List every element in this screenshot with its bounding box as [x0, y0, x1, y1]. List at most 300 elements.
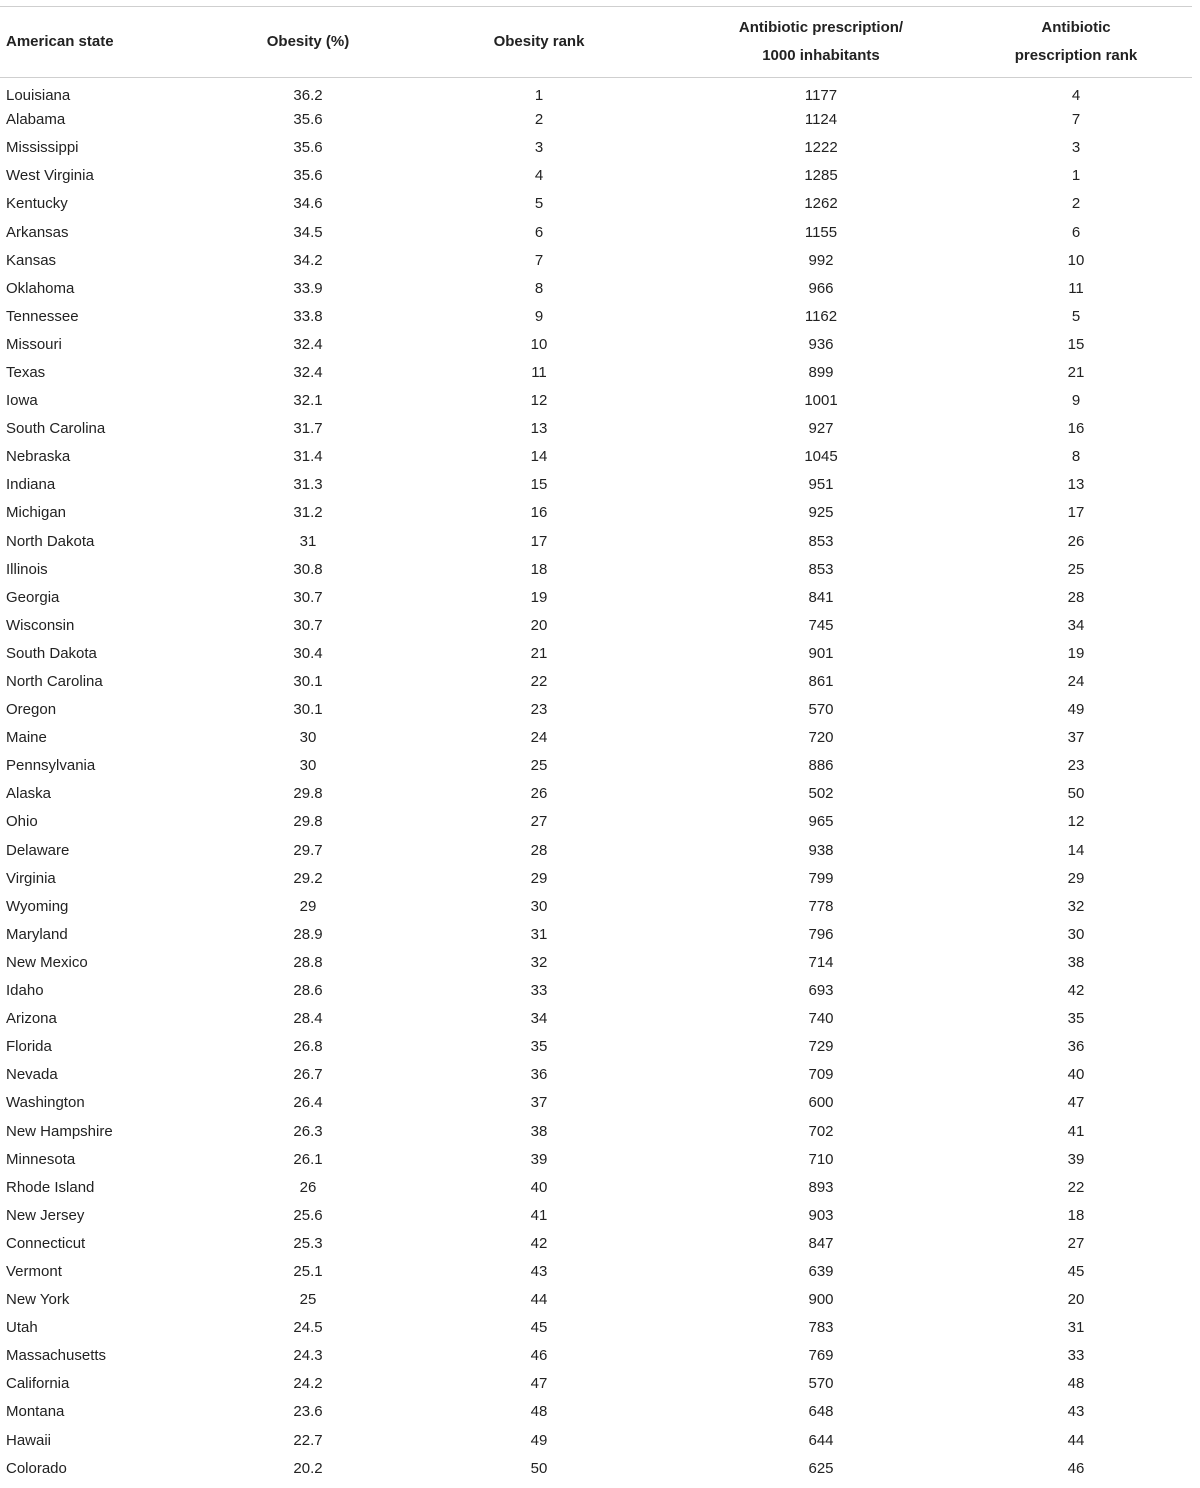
- table-row: [0, 1454, 1192, 1482]
- cell-obesity-rank: 20: [530, 616, 548, 634]
- cell-obesity: 35.6: [293, 167, 323, 185]
- cell-obesity: 30: [299, 729, 317, 747]
- cell-antibiotic-prescription: 710: [808, 1150, 834, 1168]
- table-row: [0, 134, 1192, 162]
- cell-obesity: 26.8: [293, 1038, 323, 1056]
- cell-antibiotic-prescription: 778: [808, 897, 834, 915]
- cell-obesity: 31: [299, 532, 317, 550]
- cell-antibiotic-rank: 49: [1067, 701, 1085, 719]
- table-row: [0, 752, 1192, 780]
- cell-state: Minnesota: [6, 1150, 76, 1168]
- cell-antibiotic-rank: 30: [1067, 925, 1085, 943]
- cell-obesity-rank: 7: [534, 251, 544, 269]
- cell-obesity: 31.2: [293, 504, 323, 522]
- cell-antibiotic-prescription: 966: [808, 279, 834, 297]
- cell-state: New Hampshire: [6, 1122, 113, 1140]
- table-row: [0, 724, 1192, 752]
- table-row: [0, 443, 1192, 471]
- cell-state: Arizona: [6, 1010, 57, 1028]
- cell-state: South Carolina: [6, 420, 106, 438]
- table-header: [0, 7, 1192, 78]
- cell-obesity: 26.3: [293, 1122, 323, 1140]
- cell-obesity-rank: 8: [534, 279, 544, 297]
- cell-state: Nebraska: [6, 448, 71, 466]
- table-row: [0, 1398, 1192, 1426]
- cell-antibiotic-prescription: 570: [808, 1375, 834, 1393]
- cell-obesity-rank: 5: [534, 195, 544, 213]
- header-obesity: Obesity (%): [266, 33, 350, 50]
- table-row: [0, 836, 1192, 864]
- cell-antibiotic-rank: 31: [1067, 1319, 1085, 1337]
- cell-antibiotic-prescription: 925: [808, 504, 834, 522]
- cell-antibiotic-rank: 16: [1067, 420, 1085, 438]
- cell-antibiotic-rank: 39: [1067, 1150, 1085, 1168]
- cell-obesity-rank: 30: [530, 897, 548, 915]
- cell-antibiotic-prescription: 861: [808, 673, 834, 691]
- cell-state: Maine: [6, 729, 47, 747]
- cell-antibiotic-rank: 25: [1067, 560, 1085, 578]
- cell-antibiotic-rank: 8: [1071, 448, 1081, 466]
- cell-antibiotic-prescription: 1262: [804, 195, 838, 213]
- cell-antibiotic-prescription: 965: [808, 813, 834, 831]
- cell-obesity: 29.7: [293, 841, 323, 859]
- cell-obesity: 34.5: [293, 223, 323, 241]
- cell-state: Michigan: [6, 504, 67, 522]
- table-row: [0, 864, 1192, 892]
- cell-antibiotic-rank: 50: [1067, 785, 1085, 803]
- cell-antibiotic-rank: 9: [1071, 392, 1081, 410]
- cell-antibiotic-prescription: 740: [808, 1010, 834, 1028]
- table-row: [0, 808, 1192, 836]
- cell-antibiotic-rank: 46: [1067, 1459, 1085, 1477]
- cell-obesity: 26.7: [293, 1066, 323, 1084]
- cell-obesity-rank: 9: [534, 307, 544, 325]
- cell-antibiotic-rank: 22: [1067, 1178, 1085, 1196]
- cell-antibiotic-prescription: 847: [808, 1234, 834, 1252]
- cell-state: Virginia: [6, 869, 56, 887]
- table-row: [0, 667, 1192, 695]
- cell-antibiotic-prescription: 899: [808, 363, 834, 381]
- cell-antibiotic-prescription: 1124: [804, 111, 838, 129]
- cell-antibiotic-prescription: 1177: [804, 87, 838, 105]
- cell-obesity-rank: 16: [530, 504, 548, 522]
- table-row: [0, 1257, 1192, 1285]
- cell-antibiotic-prescription: 502: [808, 785, 834, 803]
- cell-obesity: 28.4: [293, 1010, 323, 1028]
- cell-state: Vermont: [6, 1262, 62, 1280]
- cell-obesity-rank: 27: [530, 813, 548, 831]
- cell-state: Kansas: [6, 251, 57, 269]
- cell-obesity: 35.6: [293, 111, 323, 129]
- table-row: [0, 1229, 1192, 1257]
- cell-obesity: 30.8: [293, 560, 323, 578]
- cell-obesity: 28.6: [293, 982, 323, 1000]
- cell-obesity: 33.8: [293, 307, 323, 325]
- cell-obesity-rank: 10: [530, 335, 548, 353]
- cell-antibiotic-rank: 4: [1071, 87, 1081, 105]
- cell-antibiotic-prescription: 1285: [804, 167, 838, 185]
- cell-obesity: 22.7: [293, 1431, 323, 1449]
- table-row: [0, 1117, 1192, 1145]
- cell-obesity: 25.3: [293, 1234, 323, 1252]
- cell-state: New Jersey: [6, 1206, 85, 1224]
- cell-antibiotic-prescription: 853: [808, 560, 834, 578]
- cell-obesity-rank: 38: [530, 1122, 548, 1140]
- cell-obesity-rank: 23: [530, 701, 548, 719]
- cell-obesity-rank: 50: [530, 1459, 548, 1477]
- cell-antibiotic-rank: 35: [1067, 1010, 1085, 1028]
- cell-state: New Mexico: [6, 953, 88, 971]
- cell-obesity: 26.4: [293, 1094, 323, 1112]
- cell-obesity: 30.4: [293, 644, 323, 662]
- cell-antibiotic-rank: 21: [1067, 363, 1085, 381]
- cell-antibiotic-rank: 42: [1067, 982, 1085, 1000]
- table-row: [0, 1426, 1192, 1454]
- cell-state: Oregon: [6, 701, 57, 719]
- table-row: [0, 696, 1192, 724]
- table-row: [0, 1061, 1192, 1089]
- cell-antibiotic-rank: 47: [1067, 1094, 1085, 1112]
- cell-obesity: 29: [299, 897, 317, 915]
- cell-obesity-rank: 17: [530, 532, 548, 550]
- table-row: [0, 415, 1192, 443]
- cell-obesity-rank: 43: [530, 1262, 548, 1280]
- cell-antibiotic-rank: 37: [1067, 729, 1085, 747]
- cell-antibiotic-prescription: 644: [808, 1431, 834, 1449]
- table-row: [0, 330, 1192, 358]
- cell-state: Nevada: [6, 1066, 58, 1084]
- table-row: [0, 583, 1192, 611]
- cell-state: Wyoming: [6, 897, 69, 915]
- cell-antibiotic-rank: 12: [1067, 813, 1085, 831]
- table-row: [0, 639, 1192, 667]
- table-row: [0, 162, 1192, 190]
- table-row: [0, 892, 1192, 920]
- cell-state: Indiana: [6, 476, 56, 494]
- cell-obesity-rank: 1: [534, 87, 544, 105]
- cell-obesity-rank: 48: [530, 1403, 548, 1421]
- cell-state: Alabama: [6, 111, 66, 129]
- cell-obesity: 29.8: [293, 813, 323, 831]
- cell-obesity: 32.1: [293, 392, 323, 410]
- cell-state: Louisiana: [6, 87, 71, 105]
- table-row: [0, 1033, 1192, 1061]
- cell-state: Hawaii: [6, 1431, 52, 1449]
- obesity-antibiotic-table: [0, 6, 1192, 1482]
- cell-antibiotic-prescription: 1045: [804, 448, 838, 466]
- cell-obesity-rank: 2: [534, 111, 544, 129]
- table-row: [0, 218, 1192, 246]
- table-row: [0, 471, 1192, 499]
- cell-obesity-rank: 12: [530, 392, 548, 410]
- cell-obesity-rank: 46: [530, 1347, 548, 1365]
- cell-antibiotic-rank: 36: [1067, 1038, 1085, 1056]
- cell-obesity-rank: 45: [530, 1319, 548, 1337]
- cell-antibiotic-prescription: 903: [808, 1206, 834, 1224]
- cell-antibiotic-rank: 32: [1067, 897, 1085, 915]
- cell-obesity: 25.1: [293, 1262, 323, 1280]
- table-row: [0, 527, 1192, 555]
- cell-obesity: 23.6: [293, 1403, 323, 1421]
- table-row: [0, 780, 1192, 808]
- cell-state: Oklahoma: [6, 279, 75, 297]
- cell-obesity: 34.2: [293, 251, 323, 269]
- cell-state: Maryland: [6, 925, 68, 943]
- cell-antibiotic-rank: 38: [1067, 953, 1085, 971]
- header-row: [0, 7, 1192, 78]
- cell-antibiotic-rank: 6: [1071, 223, 1081, 241]
- cell-obesity-rank: 19: [530, 588, 548, 606]
- cell-state: Rhode Island: [6, 1178, 95, 1196]
- cell-obesity-rank: 15: [530, 476, 548, 494]
- cell-obesity: 24.3: [293, 1347, 323, 1365]
- cell-obesity-rank: 41: [530, 1206, 548, 1224]
- cell-obesity: 29.2: [293, 869, 323, 887]
- cell-obesity: 30: [299, 757, 317, 775]
- table-row: [0, 948, 1192, 976]
- cell-antibiotic-prescription: 900: [808, 1291, 834, 1309]
- cell-obesity-rank: 3: [534, 139, 544, 157]
- cell-antibiotic-prescription: 783: [808, 1319, 834, 1337]
- table-row: [0, 499, 1192, 527]
- table-row: [0, 977, 1192, 1005]
- cell-obesity: 25: [299, 1291, 317, 1309]
- cell-antibiotic-prescription: 709: [808, 1066, 834, 1084]
- cell-state: Idaho: [6, 982, 44, 1000]
- table-row: [0, 555, 1192, 583]
- cell-antibiotic-prescription: 938: [808, 841, 834, 859]
- table-container: [0, 6, 1192, 1482]
- cell-obesity-rank: 32: [530, 953, 548, 971]
- cell-obesity: 34.6: [293, 195, 323, 213]
- cell-state: Tennessee: [6, 307, 79, 325]
- cell-antibiotic-rank: 15: [1067, 335, 1085, 353]
- cell-obesity: 25.6: [293, 1206, 323, 1224]
- cell-obesity: 32.4: [293, 335, 323, 353]
- table-row: [0, 1314, 1192, 1342]
- cell-obesity-rank: 21: [530, 644, 548, 662]
- cell-antibiotic-prescription: 600: [808, 1094, 834, 1112]
- cell-antibiotic-prescription: 729: [808, 1038, 834, 1056]
- cell-antibiotic-prescription: 570: [808, 701, 834, 719]
- cell-obesity: 31.3: [293, 476, 323, 494]
- cell-state: Montana: [6, 1403, 65, 1421]
- cell-obesity: 36.2: [293, 87, 323, 105]
- cell-state: North Carolina: [6, 673, 103, 691]
- cell-antibiotic-prescription: 745: [808, 616, 834, 634]
- cell-obesity: 26: [299, 1178, 317, 1196]
- cell-antibiotic-rank: 5: [1071, 307, 1081, 325]
- table-row: [0, 190, 1192, 218]
- cell-state: Utah: [6, 1319, 38, 1337]
- cell-state: Ohio: [6, 813, 38, 831]
- cell-antibiotic-prescription: 951: [808, 476, 834, 494]
- cell-obesity-rank: 29: [530, 869, 548, 887]
- header-state: American state: [6, 33, 114, 50]
- cell-obesity-rank: 39: [530, 1150, 548, 1168]
- cell-obesity: 24.2: [293, 1375, 323, 1393]
- table-row: [0, 302, 1192, 330]
- cell-antibiotic-rank: 40: [1067, 1066, 1085, 1084]
- cell-state: Kentucky: [6, 195, 68, 213]
- cell-antibiotic-rank: 44: [1067, 1431, 1085, 1449]
- cell-antibiotic-prescription: 927: [808, 420, 834, 438]
- table-row: [0, 106, 1192, 134]
- cell-antibiotic-rank: 45: [1067, 1262, 1085, 1280]
- table-row: [0, 1342, 1192, 1370]
- cell-antibiotic-prescription: 853: [808, 532, 834, 550]
- cell-antibiotic-prescription: 1155: [804, 223, 838, 241]
- cell-antibiotic-prescription: 1001: [804, 392, 838, 410]
- cell-obesity: 29.8: [293, 785, 323, 803]
- cell-antibiotic-prescription: 1222: [804, 139, 838, 157]
- table-row: [0, 1005, 1192, 1033]
- cell-obesity: 30.7: [293, 616, 323, 634]
- cell-state: South Dakota: [6, 644, 97, 662]
- cell-antibiotic-rank: 17: [1067, 504, 1085, 522]
- cell-obesity-rank: 14: [530, 448, 548, 466]
- cell-antibiotic-prescription: 702: [808, 1122, 834, 1140]
- cell-obesity: 31.7: [293, 420, 323, 438]
- cell-obesity: 31.4: [293, 448, 323, 466]
- cell-obesity-rank: 25: [530, 757, 548, 775]
- cell-antibiotic-prescription: 841: [808, 588, 834, 606]
- cell-state: Colorado: [6, 1459, 67, 1477]
- table-body: [0, 78, 1192, 1483]
- cell-antibiotic-rank: 11: [1068, 279, 1084, 297]
- cell-obesity-rank: 36: [530, 1066, 548, 1084]
- header-antibiotic-rank: Antibiotic prescription rank: [1014, 19, 1138, 64]
- header-antibiotic-prescription: Antibiotic prescription/ 1000 inhabitants: [738, 19, 904, 64]
- cell-state: Wisconsin: [6, 616, 75, 634]
- cell-state: Washington: [6, 1094, 85, 1112]
- cell-obesity: 30.1: [293, 673, 323, 691]
- cell-state: Mississippi: [6, 139, 79, 157]
- table-row: [0, 1089, 1192, 1117]
- cell-antibiotic-prescription: 901: [808, 644, 834, 662]
- cell-obesity-rank: 49: [530, 1431, 548, 1449]
- cell-state: Texas: [6, 363, 46, 381]
- cell-state: Georgia: [6, 588, 60, 606]
- cell-antibiotic-rank: 27: [1067, 1234, 1085, 1252]
- cell-antibiotic-rank: 7: [1071, 111, 1081, 129]
- table-row: [0, 1201, 1192, 1229]
- cell-antibiotic-rank: 10: [1067, 251, 1085, 269]
- cell-obesity: 26.1: [293, 1150, 323, 1168]
- cell-antibiotic-prescription: 893: [808, 1178, 834, 1196]
- cell-antibiotic-prescription: 639: [808, 1262, 834, 1280]
- cell-obesity: 28.8: [293, 953, 323, 971]
- table-row: [0, 387, 1192, 415]
- cell-obesity-rank: 47: [530, 1375, 548, 1393]
- cell-obesity-rank: 22: [530, 673, 548, 691]
- cell-antibiotic-prescription: 648: [808, 1403, 834, 1421]
- cell-antibiotic-rank: 1: [1071, 167, 1081, 185]
- cell-obesity-rank: 4: [534, 167, 544, 185]
- cell-obesity: 28.9: [293, 925, 323, 943]
- cell-antibiotic-prescription: 769: [808, 1347, 834, 1365]
- cell-obesity: 33.9: [293, 279, 323, 297]
- cell-state: Illinois: [6, 560, 48, 578]
- cell-obesity-rank: 35: [530, 1038, 548, 1056]
- cell-obesity: 30.1: [293, 701, 323, 719]
- cell-state: West Virginia: [6, 167, 94, 185]
- cell-obesity: 35.6: [293, 139, 323, 157]
- cell-antibiotic-prescription: 992: [808, 251, 834, 269]
- cell-obesity: 20.2: [293, 1459, 323, 1477]
- cell-state: Missouri: [6, 335, 62, 353]
- cell-antibiotic-prescription: 886: [808, 757, 834, 775]
- cell-antibiotic-prescription: 936: [808, 335, 834, 353]
- cell-obesity-rank: 31: [530, 925, 548, 943]
- cell-antibiotic-rank: 34: [1067, 616, 1085, 634]
- cell-state: Iowa: [6, 392, 38, 410]
- cell-obesity-rank: 28: [530, 841, 548, 859]
- table-row: [0, 358, 1192, 386]
- cell-antibiotic-prescription: 714: [808, 953, 834, 971]
- table-row: [0, 274, 1192, 302]
- cell-obesity: 32.4: [293, 363, 323, 381]
- cell-obesity-rank: 37: [530, 1094, 548, 1112]
- cell-antibiotic-rank: 13: [1067, 476, 1085, 494]
- cell-antibiotic-rank: 23: [1067, 757, 1085, 775]
- cell-antibiotic-rank: 24: [1067, 673, 1085, 691]
- header-obesity-rank: Obesity rank: [493, 33, 585, 50]
- cell-antibiotic-rank: 20: [1067, 1291, 1085, 1309]
- cell-obesity-rank: 33: [530, 982, 548, 1000]
- cell-state: Connecticut: [6, 1234, 86, 1252]
- cell-obesity-rank: 13: [530, 420, 548, 438]
- cell-state: California: [6, 1375, 70, 1393]
- cell-state: Florida: [6, 1038, 52, 1056]
- cell-state: Arkansas: [6, 223, 69, 241]
- cell-state: Alaska: [6, 785, 52, 803]
- table-row: [0, 246, 1192, 274]
- cell-obesity-rank: 24: [530, 729, 548, 747]
- cell-state: North Dakota: [6, 532, 95, 550]
- cell-obesity-rank: 42: [530, 1234, 548, 1252]
- cell-antibiotic-rank: 2: [1071, 195, 1081, 213]
- cell-antibiotic-prescription: 796: [808, 925, 834, 943]
- cell-state: Pennsylvania: [6, 757, 96, 775]
- cell-obesity: 24.5: [293, 1319, 323, 1337]
- cell-antibiotic-prescription: 799: [808, 869, 834, 887]
- cell-antibiotic-prescription: 720: [808, 729, 834, 747]
- table-row: [0, 1173, 1192, 1201]
- table-row: [0, 1145, 1192, 1173]
- cell-antibiotic-rank: 48: [1067, 1375, 1085, 1393]
- table-row: [0, 920, 1192, 948]
- cell-obesity: 30.7: [293, 588, 323, 606]
- cell-obesity-rank: 44: [530, 1291, 548, 1309]
- cell-antibiotic-prescription: 1162: [804, 307, 838, 325]
- cell-antibiotic-rank: 29: [1067, 869, 1085, 887]
- cell-obesity-rank: 6: [534, 223, 544, 241]
- cell-antibiotic-rank: 33: [1067, 1347, 1085, 1365]
- cell-obesity-rank: 40: [530, 1178, 548, 1196]
- table-row: [0, 611, 1192, 639]
- cell-obesity-rank: 34: [530, 1010, 548, 1028]
- cell-state: Massachusetts: [6, 1347, 107, 1365]
- cell-antibiotic-prescription: 625: [808, 1459, 834, 1477]
- cell-obesity-rank: 11: [531, 363, 547, 381]
- cell-antibiotic-rank: 43: [1067, 1403, 1085, 1421]
- cell-obesity-rank: 18: [530, 560, 548, 578]
- cell-antibiotic-rank: 3: [1071, 139, 1081, 157]
- cell-antibiotic-rank: 28: [1067, 588, 1085, 606]
- cell-antibiotic-rank: 19: [1067, 644, 1085, 662]
- cell-obesity-rank: 26: [530, 785, 548, 803]
